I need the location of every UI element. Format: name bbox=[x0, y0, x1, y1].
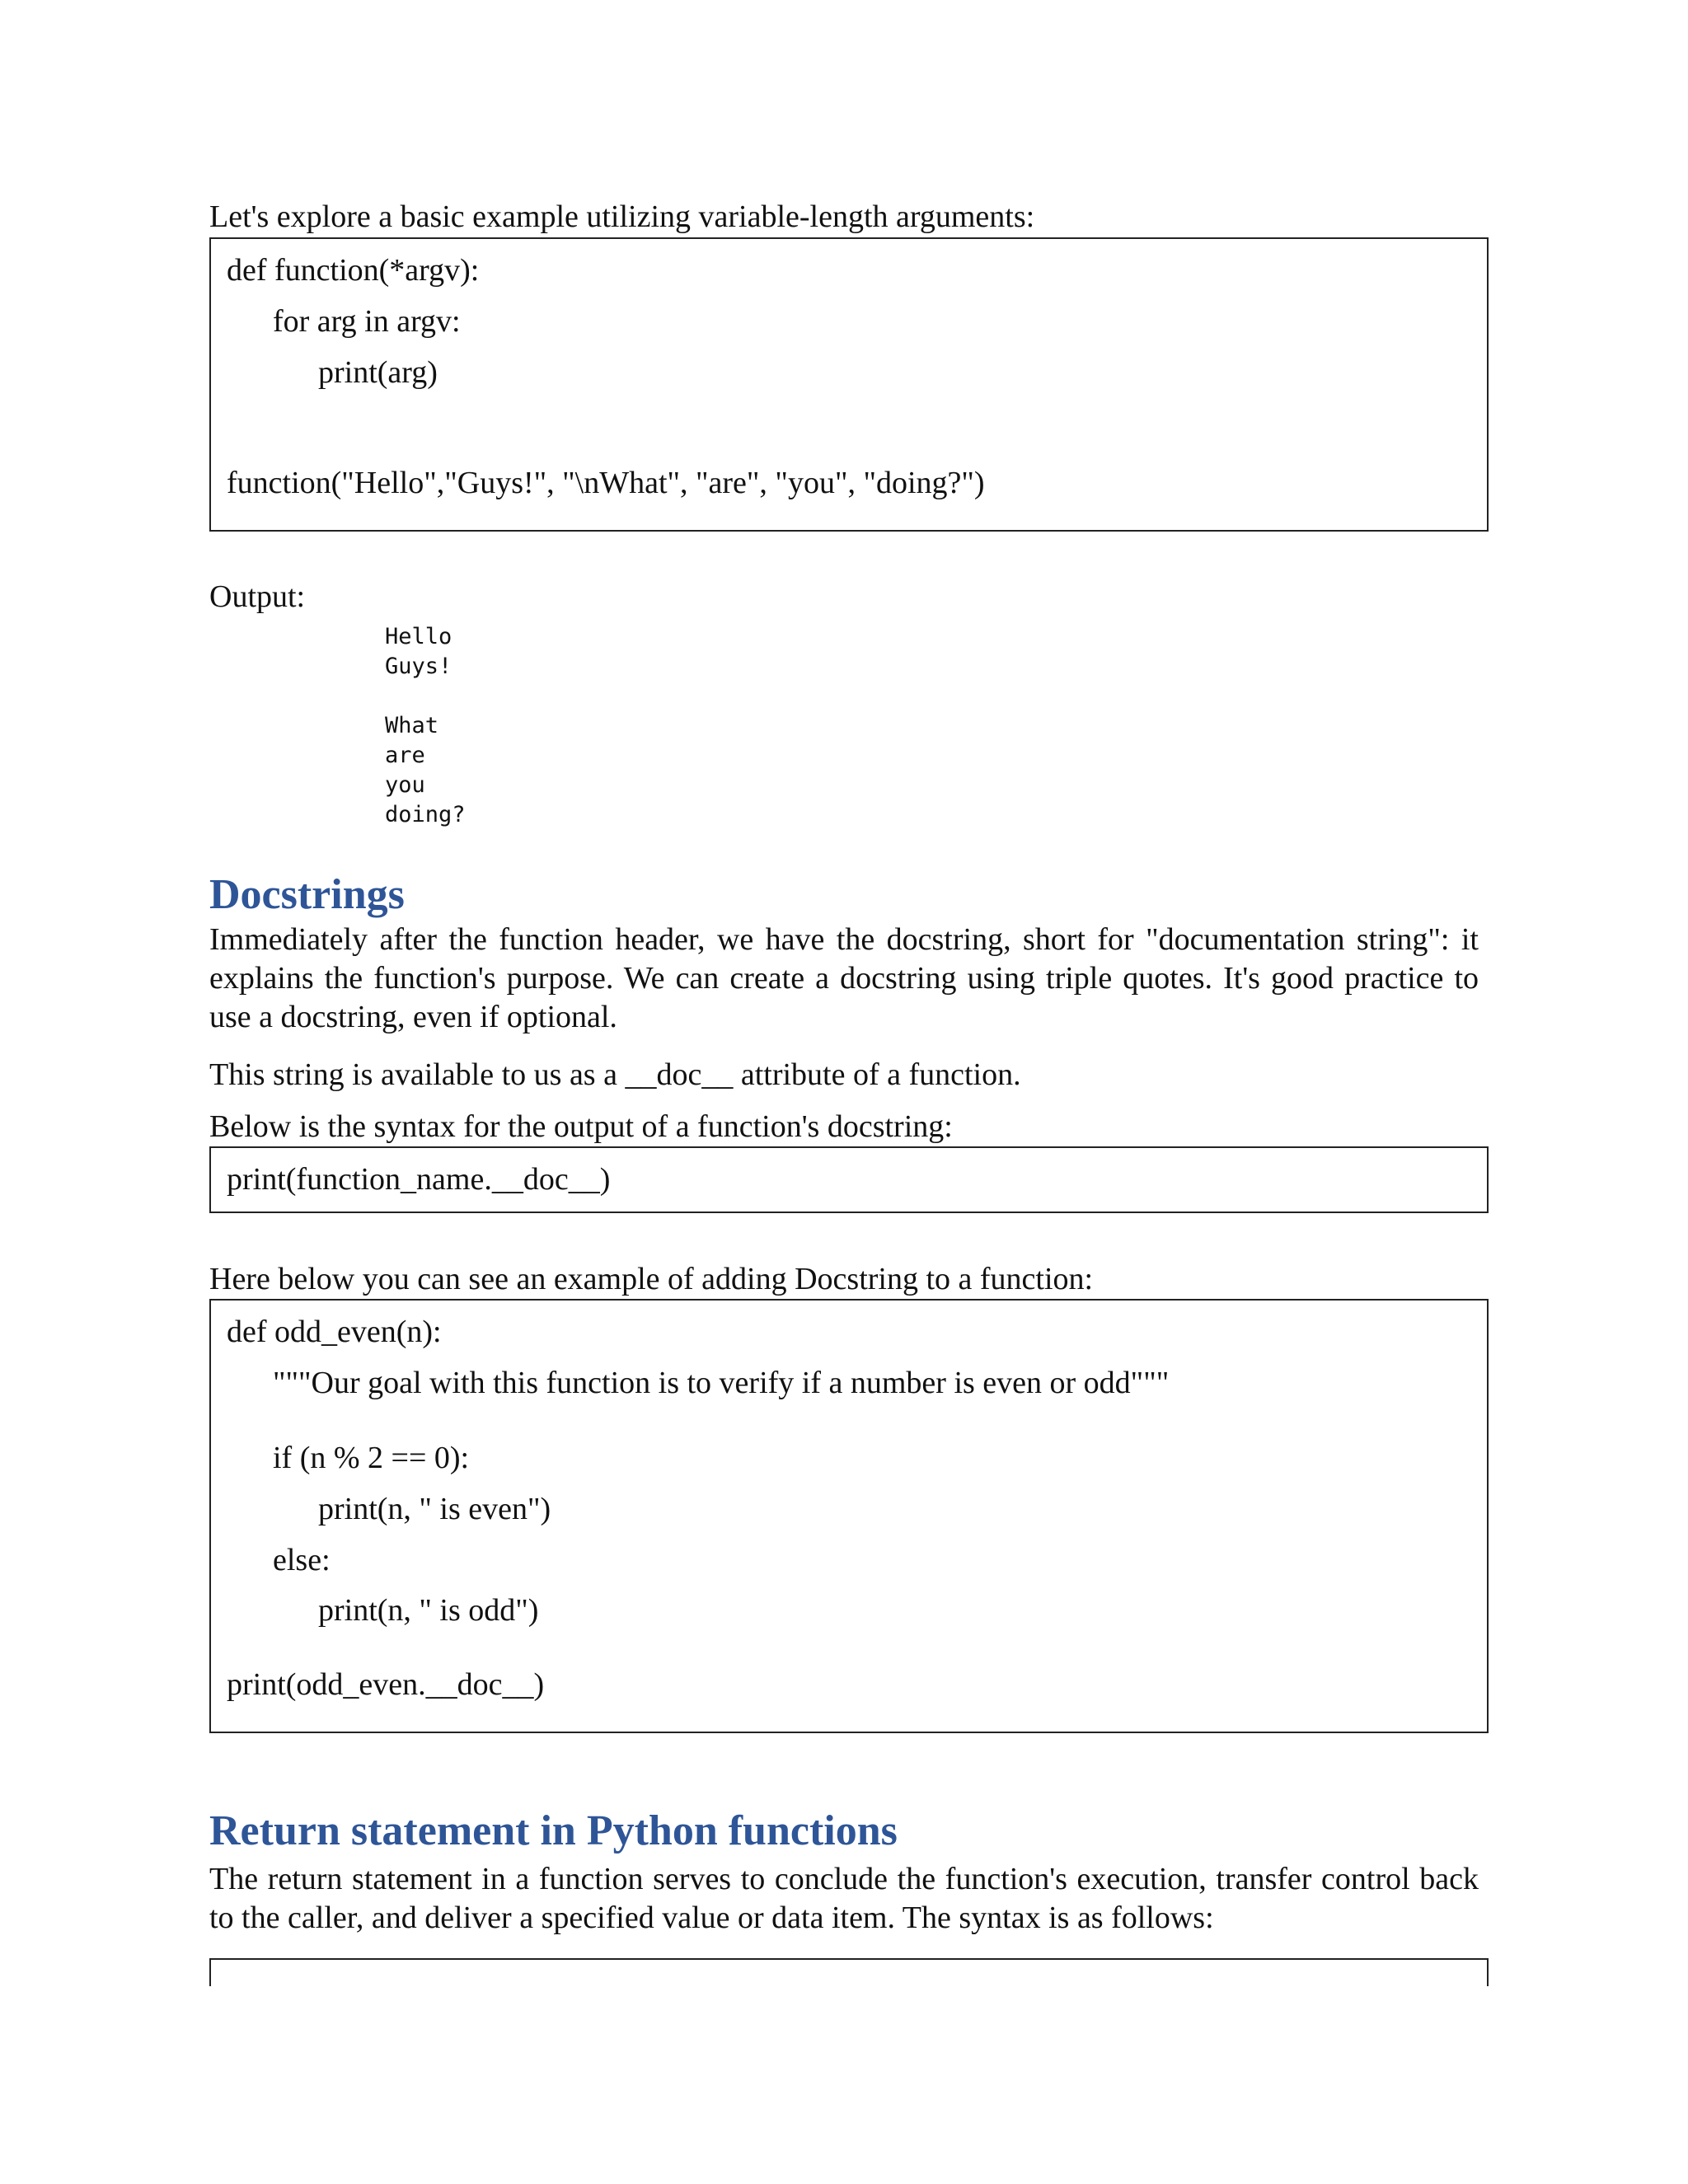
code-line: for arg in argv: bbox=[273, 304, 461, 339]
return-paragraph: The return statement in a function serves to conclude the function's execution, transfer control back to the caller, and deliver a specified value or data item. The syntax is as follows: bbox=[209, 1862, 1479, 1935]
docstrings-paragraph: This string is available to us as a __doc__ attribute of a function. bbox=[209, 1057, 1021, 1092]
output-line: Hello bbox=[385, 624, 452, 649]
intro-paragraph: Let's explore a basic example utilizing variable-length arguments: bbox=[209, 199, 1035, 234]
code-block-odd-even bbox=[209, 1299, 1489, 1733]
code-line: print(arg) bbox=[318, 355, 438, 390]
code-line: function("Hello","Guys!", "\nWhat", "are", "you", "doing?") bbox=[227, 466, 985, 500]
code-line: def odd_even(n): bbox=[227, 1315, 442, 1349]
code-line: print(odd_even.__doc__) bbox=[227, 1667, 545, 1702]
return-heading: Return statement in Python functions bbox=[209, 1807, 898, 1854]
docstrings-heading: Docstrings bbox=[209, 871, 405, 918]
code-line: print(n, " is odd") bbox=[318, 1593, 539, 1628]
output-line: What bbox=[385, 713, 439, 738]
code-line: """Our goal with this function is to verify if a number is even or odd""" bbox=[273, 1366, 1170, 1400]
docstrings-paragraph: Immediately after the function header, we have the docstring, short for "documentation string": it explains the function's purpose. We can create a docstring using triple quotes. It's good practice to use a docstring, even if optional. bbox=[209, 922, 1479, 1034]
output-line: you bbox=[385, 772, 425, 798]
code-line: print(n, " is even") bbox=[318, 1492, 551, 1526]
output-label: Output: bbox=[209, 579, 306, 614]
code-block-doc-syntax bbox=[209, 1146, 1489, 1213]
code-line: if (n % 2 == 0): bbox=[273, 1441, 470, 1475]
output-line: are bbox=[385, 743, 425, 768]
docstrings-paragraph: Here below you can see an example of adding Docstring to a function: bbox=[209, 1262, 1094, 1296]
docstrings-paragraph: Below is the syntax for the output of a function's docstring: bbox=[209, 1109, 953, 1144]
code-line: print(function_name.__doc__) bbox=[227, 1162, 611, 1197]
output-line: doing? bbox=[385, 802, 466, 827]
code-line: def function(*argv): bbox=[227, 253, 480, 288]
code-block-variable-args bbox=[209, 237, 1489, 532]
output-line: Guys! bbox=[385, 654, 452, 679]
code-line: else: bbox=[273, 1543, 331, 1577]
code-block-return-syntax bbox=[209, 1958, 1489, 1986]
